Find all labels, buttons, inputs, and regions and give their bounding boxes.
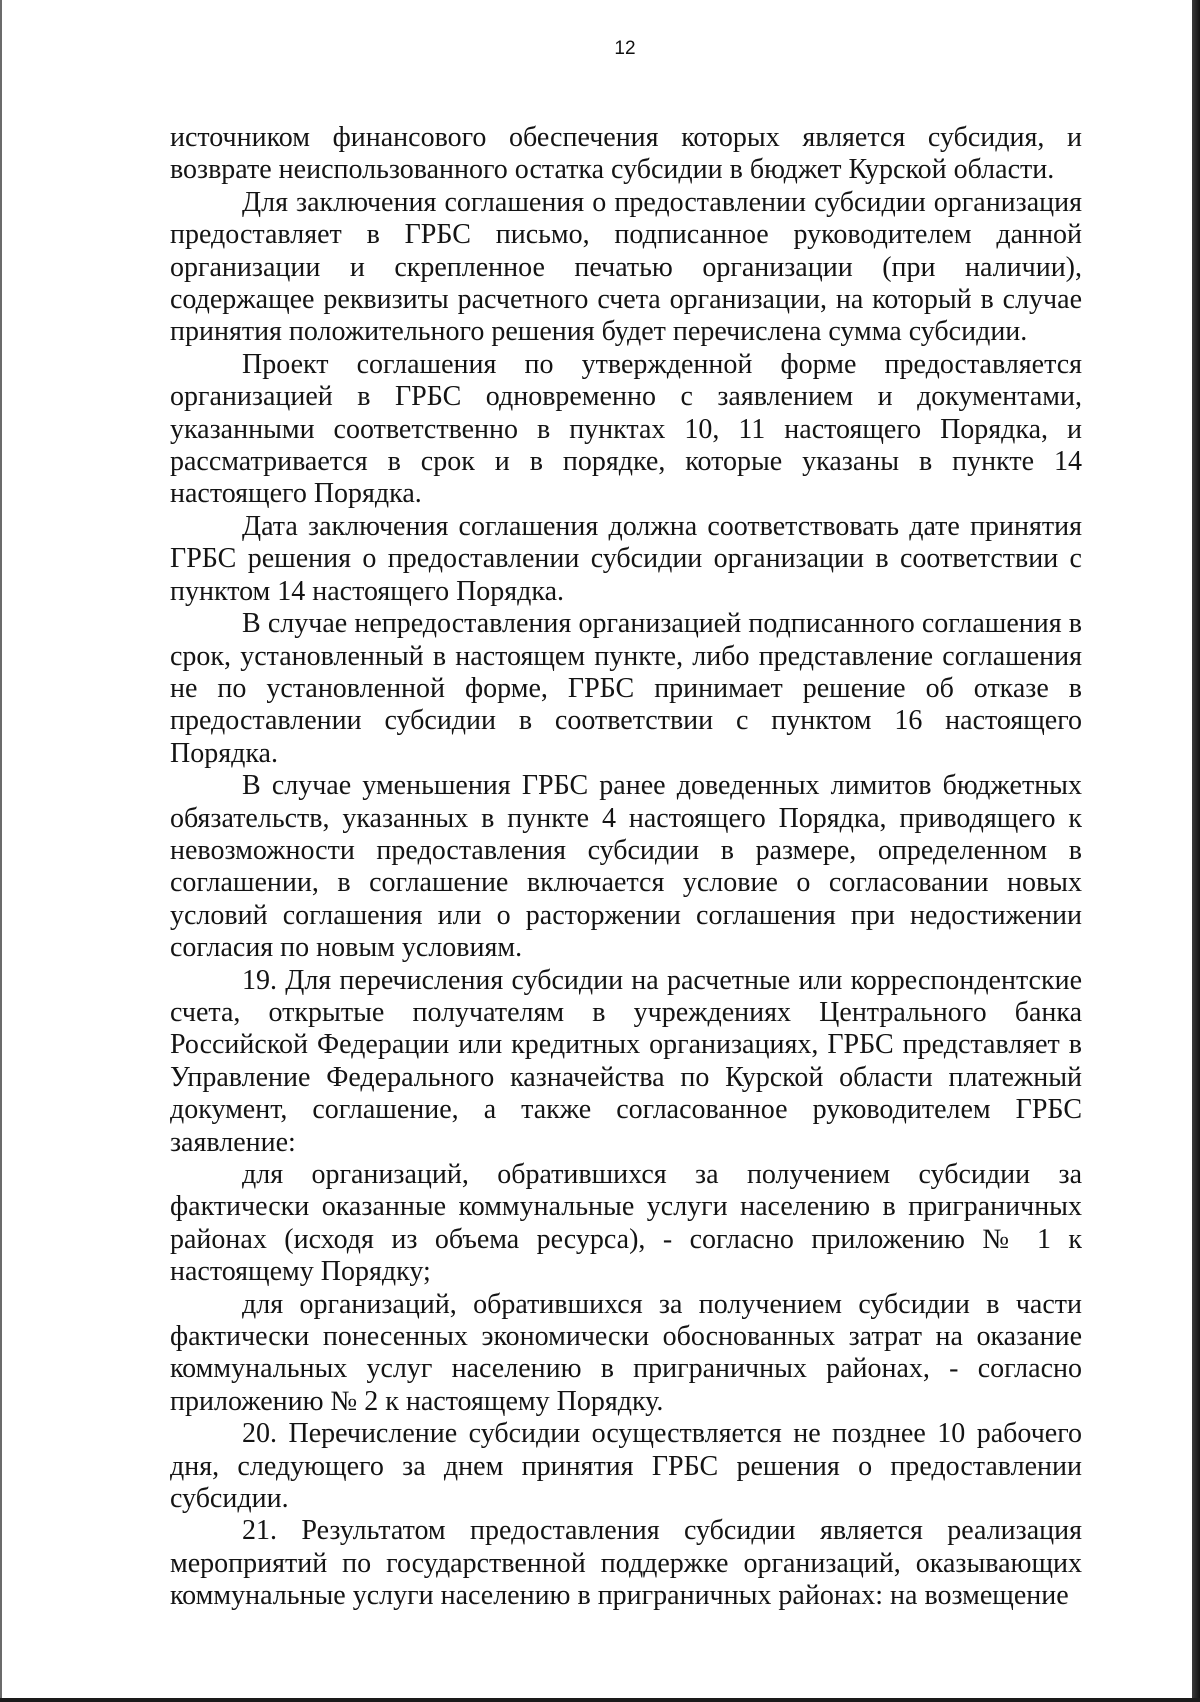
paragraph: В случае уменьшения ГРБС ранее доведенных лимитов бюджетных обязательств, указанных в пункте 4 настоящего Порядка, приводящего к невозможности предоставления субсидии в размере, определенном в соглашении, в соглашение включается условие о согласовании новых условий соглашения или о расторжении соглашения при недостижении согласия по новым условиям.	[170, 770, 1082, 964]
document-body	[170, 122, 1082, 1613]
paragraph-continuation: источником финансового обеспечения которых является субсидия, и возврате неиспользованного остатка субсидии в бюджет Курской области.	[170, 122, 1082, 186]
paragraph: для организаций, обратившихся за получением субсидии за фактически оказанные коммунальные услуги населению в приграничных районах (исходя из объема ресурса), - согласно приложению № 1 к настоящему Порядку;	[170, 1159, 1082, 1288]
paragraph: В случае непредоставления организацией подписанного соглашения в срок, установленный в настоящем пункте, либо представление соглашения не по установленной форме, ГРБС принимает решение об отказе в предоставлении субсидии в соответствии с пунктом 16 настоящего Порядка.	[170, 608, 1082, 769]
paragraph-item-21: 21. Результатом предоставления субсидии является реализация мероприятий по государственной поддержке организаций, оказывающих коммунальные услуги населению в приграничных районах: на возмещение	[170, 1515, 1082, 1612]
paragraph-item-19: 19. Для перечисления субсидии на расчетные или корреспондентские счета, открытые получателям в учреждениях Центрального банка Российской Федерации или кредитных организациях, ГРБС представляет в Управление Федерального казначейства по Курской области платежный документ, соглашение, а также согласованное руководителем ГРБС заявление:	[170, 964, 1082, 1158]
paragraph: Дата заключения соглашения должна соответствовать дате принятия ГРБС решения о предоставлении субсидии организации в соответствии с пунктом 14 настоящего Порядка.	[170, 510, 1082, 607]
paragraph: для организаций, обратившихся за получением субсидии в части фактически понесенных экономически обоснованных затрат на оказание коммунальных услуг населению в приграничных районах, - согласно приложению № 2 к настоящему Порядку.	[170, 1288, 1082, 1417]
scan-edge-bottom	[0, 1698, 1200, 1702]
paragraph: Проект соглашения по утвержденной форме предоставляется организацией в ГРБС одновременно с заявлением и документами, указанными соответственно в пунктах 10, 11 настоящего Порядка, и рассматривается в срок и в порядке, которые указаны в пункте 14 настоящего Порядка.	[170, 348, 1082, 510]
scan-edge-left	[0, 0, 2, 1702]
page-number: 12	[614, 38, 636, 59]
paragraph: Для заключения соглашения о предоставлении субсидии организация предоставляет в ГРБС письмо, подписанное руководителем данной организации и скрепленное печатью организации (при наличии), содержащее реквизиты расчетного счета организации, на который в случае принятия положительного решения будет перечислена сумма субсидии.	[170, 186, 1082, 348]
scan-edge-right	[1192, 0, 1200, 1702]
paragraph-item-20: 20. Перечисление субсидии осуществляется не позднее 10 рабочего дня, следующего за днем принятия ГРБС решения о предоставлении субсидии.	[170, 1418, 1082, 1515]
